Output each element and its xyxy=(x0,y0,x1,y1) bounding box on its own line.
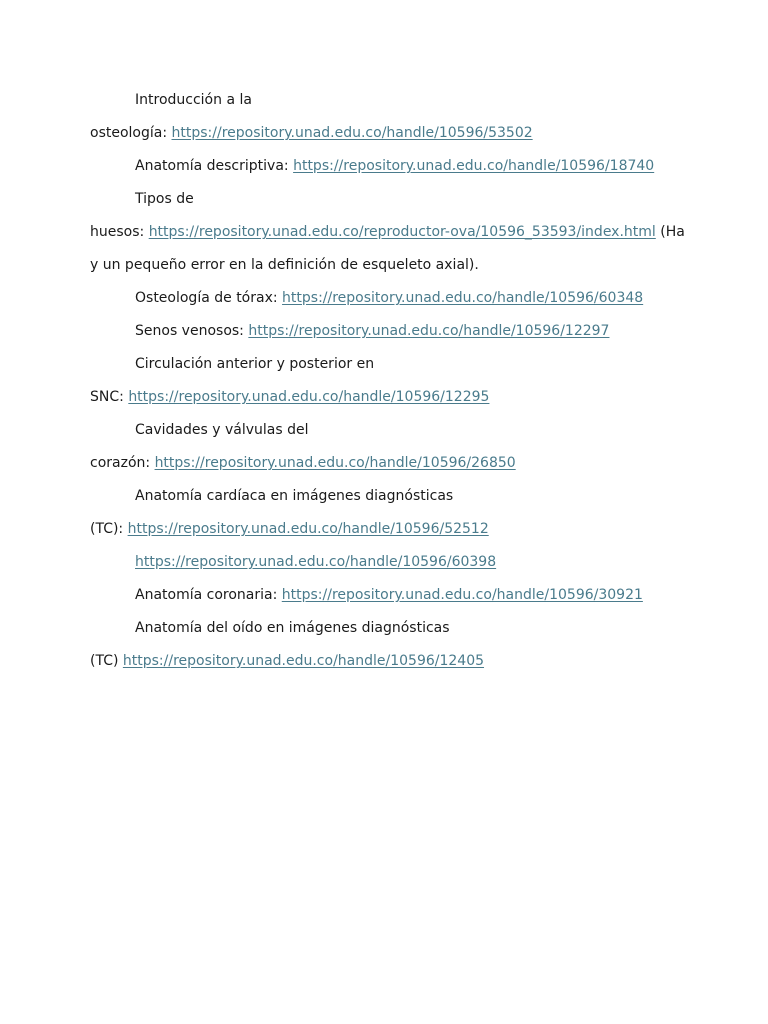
entry-link-line xyxy=(90,513,690,546)
entry-label: osteología: xyxy=(90,125,172,141)
entry-label: Anatomía cardíaca en imágenes diagnósticas xyxy=(135,488,454,504)
entry-link-line xyxy=(90,315,690,348)
anatomia-descriptiva-link[interactable]: https://repository.unad.edu.co/handle/10596/18740 xyxy=(293,158,655,174)
entry-label: Senos venosos: xyxy=(135,323,249,339)
entry-heading xyxy=(90,84,690,117)
entry-note: (Ha xyxy=(655,224,685,240)
entry-heading xyxy=(90,612,690,645)
anatomia-cardiaca-link-2[interactable]: https://repository.unad.edu.co/handle/10596/60398 xyxy=(135,554,497,570)
entry-label: (TC): xyxy=(90,521,128,537)
circulacion-snc-link[interactable]: https://repository.unad.edu.co/handle/10596/12295 xyxy=(128,389,490,405)
entry-label: corazón: xyxy=(90,455,155,471)
entry-link-line xyxy=(90,546,690,579)
entry-label: Circulación anterior y posterior en xyxy=(135,356,375,372)
entry-label: Cavidades y válvulas del xyxy=(135,422,309,438)
anatomia-oido-link[interactable]: https://repository.unad.edu.co/handle/10596/12405 xyxy=(122,653,485,669)
entry-link-line xyxy=(90,150,690,183)
anatomia-coronaria-link[interactable]: https://repository.unad.edu.co/handle/10596/30921 xyxy=(281,587,643,603)
entry-heading xyxy=(90,183,690,216)
entry-link-line xyxy=(90,117,690,150)
entry-link-line xyxy=(90,447,690,480)
entry-link-line xyxy=(90,282,690,315)
entry-link-line xyxy=(90,216,690,249)
document-page xyxy=(90,84,690,678)
entry-label: Osteología de tórax: xyxy=(135,290,283,306)
senos-venosos-link[interactable]: https://repository.unad.edu.co/handle/10596/12297 xyxy=(248,323,610,339)
entry-note: y un pequeño error en la definición de esqueleto axial). xyxy=(90,257,479,273)
entry-label: huesos: xyxy=(90,224,149,240)
osteologia-torax-link[interactable]: https://repository.unad.edu.co/handle/10596/60348 xyxy=(282,290,644,306)
tipos-de-huesos-link[interactable]: https://repository.unad.edu.co/reproductor-ova/10596_53593/index.html xyxy=(148,224,656,240)
entry-label: Anatomía coronaria: xyxy=(135,587,282,603)
entry-label: Tipos de xyxy=(135,191,194,207)
entry-heading xyxy=(90,414,690,447)
entry-heading xyxy=(90,348,690,381)
entry-link-line xyxy=(90,579,690,612)
osteologia-link[interactable]: https://repository.unad.edu.co/handle/10596/53502 xyxy=(171,125,533,141)
cavidades-corazon-link[interactable]: https://repository.unad.edu.co/handle/10596/26850 xyxy=(154,455,516,471)
entry-link-line xyxy=(90,645,690,678)
entry-note-line xyxy=(90,249,690,282)
entry-label: Anatomía descriptiva: xyxy=(135,158,294,174)
entry-label: Introducción a la xyxy=(135,92,252,108)
entry-link-line xyxy=(90,381,690,414)
entry-label: SNC: xyxy=(90,389,129,405)
entry-label: (TC) xyxy=(90,653,123,669)
anatomia-cardiaca-link[interactable]: https://repository.unad.edu.co/handle/10596/52512 xyxy=(127,521,489,537)
entry-label: Anatomía del oído en imágenes diagnósticas xyxy=(135,620,450,636)
entry-heading xyxy=(90,480,690,513)
